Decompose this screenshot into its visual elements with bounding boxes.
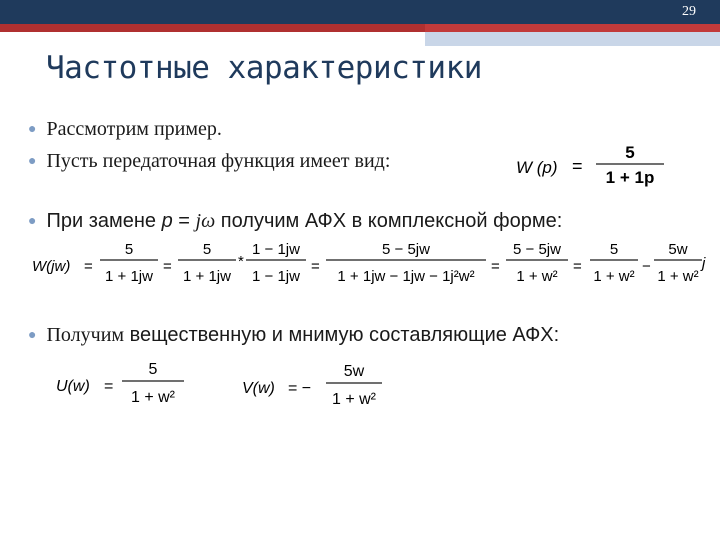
fraction-num: 5w [668,241,688,258]
header-accent-stripe-dark [0,24,425,32]
formula-lhs: W (p) [516,158,558,177]
fraction-num: 5 − 5jw [513,241,561,258]
formula-lhs: U(w) [56,378,90,395]
fraction-den: 1 + w² [657,268,699,285]
bullet-transfer-function [28,150,390,173]
bullet-dot: ● [28,328,37,343]
bullet-text-serif: Получим [46,324,125,346]
formula-eq: = [573,258,582,275]
formula-lhs: W(jw) [32,258,71,275]
bullet-dot: ● [28,122,37,137]
fraction-den: 1 + w² [593,268,635,285]
formula-lhs: V(w) [242,380,275,397]
slide-number: 29 [682,4,696,19]
formula-u [54,358,204,412]
bullet-example [28,118,222,141]
fraction-den: 1 + w² [516,268,558,285]
bullet-text-pre: При замене [46,210,157,232]
formula-wjw [30,238,710,292]
fraction-num: 1 − 1jw [252,241,300,258]
bullet-text: Рассмотрим пример. [46,118,222,140]
fraction-den: 1 + w² [331,391,377,408]
equals-sign: = [172,210,196,232]
header-light-stripe [425,32,720,46]
formula-eq: = [572,156,583,176]
slide-title: Частотные характеристики [46,50,482,86]
fraction-den: 1 + 1jw [105,268,153,285]
bullet-components [28,324,559,347]
imaginary-unit: j [702,255,706,272]
fraction-num: 5 − 5jw [382,241,430,258]
formula-v [240,358,400,412]
minus-sign: − [642,258,651,275]
fraction-num: 5 [625,143,635,162]
fraction-num: 5 [124,241,134,258]
multiply-sign: * [238,253,244,270]
fraction-den: 1 + w² [130,389,176,406]
fraction-den: 1 + 1jw [183,268,231,285]
header-band [0,0,720,24]
bullet-dot: ● [28,154,37,169]
fraction-num: 5 [202,241,212,258]
formula-eq: = [311,258,320,275]
formula-wp [512,140,672,190]
fraction-den: 1 + 1p [605,168,655,187]
variable-jw: jω [195,210,216,232]
fraction-den: 1 + 1jw − 1jw − 1j²w² [337,268,475,285]
variable-p: p [161,210,173,232]
formula-eq: = − [288,380,312,397]
bullet-dot: ● [28,212,37,228]
fraction-num: 5w [343,363,365,380]
bullet-substitution [28,210,562,233]
fraction-num: 5 [609,241,619,258]
formula-eq: = [84,258,93,275]
fraction-num: 5 [148,361,158,378]
formula-eq: = [163,258,172,275]
formula-eq: = [104,378,114,395]
bullet-text-post: получим АФХ в комплексной форме: [215,210,563,232]
bullet-text: Пусть передаточная функция имеет вид: [46,150,391,172]
fraction-den: 1 − 1jw [252,268,300,285]
bullet-text-sans: вещественную и мнимую составляющие АФХ: [124,324,560,346]
formula-eq: = [491,258,500,275]
